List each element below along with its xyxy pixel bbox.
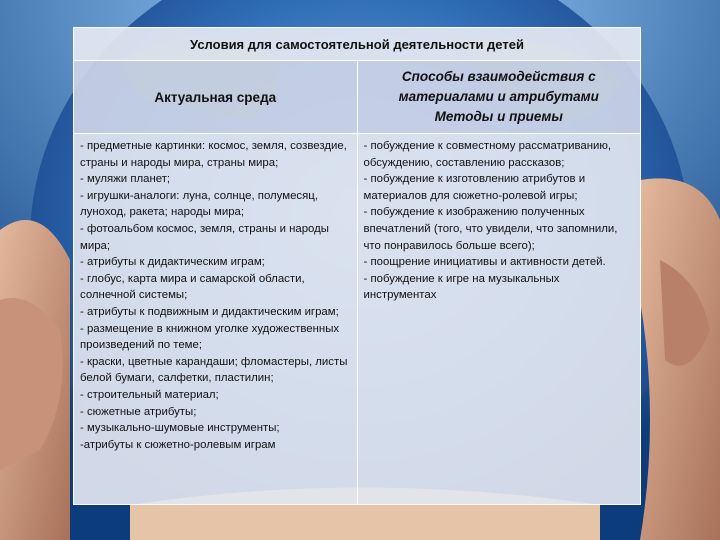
methods-cell (357, 134, 641, 505)
list-item: - глобус, карта мира и самарской области, солнечной системы; (80, 272, 305, 302)
list-item: - побуждение к изображению полученных впечатлений (того, что увидели, что запомнили, что понравилось больше всего); (363, 206, 618, 252)
conditions-table (73, 27, 641, 505)
list-item: - фотоальбом космос, земля, страны и народы мира; (80, 222, 329, 252)
conditions-table-container (73, 27, 641, 505)
list-item: - сюжетные атрибуты; (80, 405, 197, 418)
table-title: Условия для самостоятельной деятельности детей (74, 28, 641, 61)
list-item: - предметные картинки: космос, земля, созвездие, страны и народы мира, страны мира; (80, 140, 347, 169)
environment-list (80, 138, 351, 453)
list-item: - размещение в книжном уголке художественных произведений по теме; (80, 322, 340, 352)
column-header-methods-line3: Методы и приемы (434, 109, 563, 124)
list-item: - побуждение к изготовлению атрибутов и материалов для сюжетно-ролевой игры; (363, 173, 586, 202)
column-header-methods-line2: материалами и атрибутами (398, 89, 599, 104)
list-item: - игрушки-аналоги: луна, солнце, полумесяц, луноход, ракета; народы мира; (80, 189, 318, 219)
column-header-methods-line1: Способы взаимодействия с (401, 69, 596, 84)
environment-cell (74, 134, 358, 505)
list-item: - краски, цветные карандаши; фломастеры, листы белой бумаги, салфетки, пластилин; (80, 355, 348, 385)
list-item: - атрибуты к подвижным и дидактическим играм; (80, 305, 339, 318)
list-item: - побуждение к совместному рассматриванию, обсуждению, составлению рассказов; (363, 140, 612, 169)
list-item: - атрибуты к дидактическим играм; (80, 256, 265, 269)
list-item: - муляжи планет; (80, 173, 171, 186)
column-header-environment: Актуальная среда (74, 61, 358, 134)
methods-list (364, 138, 635, 304)
table-header-row (74, 61, 641, 134)
list-item: - строительный материал; (80, 388, 219, 401)
list-item: - побуждение к игре на музыкальных инструментах (363, 272, 560, 302)
column-header-methods (357, 61, 641, 134)
list-item: -атрибуты к сюжетно-ролевым играм (80, 438, 276, 451)
table-title-row (74, 28, 641, 61)
list-item: - музыкально-шумовые инструменты; (80, 422, 280, 435)
list-item: - поощрение инициативы и активности детей. (363, 256, 606, 269)
table-body-row (74, 134, 641, 505)
